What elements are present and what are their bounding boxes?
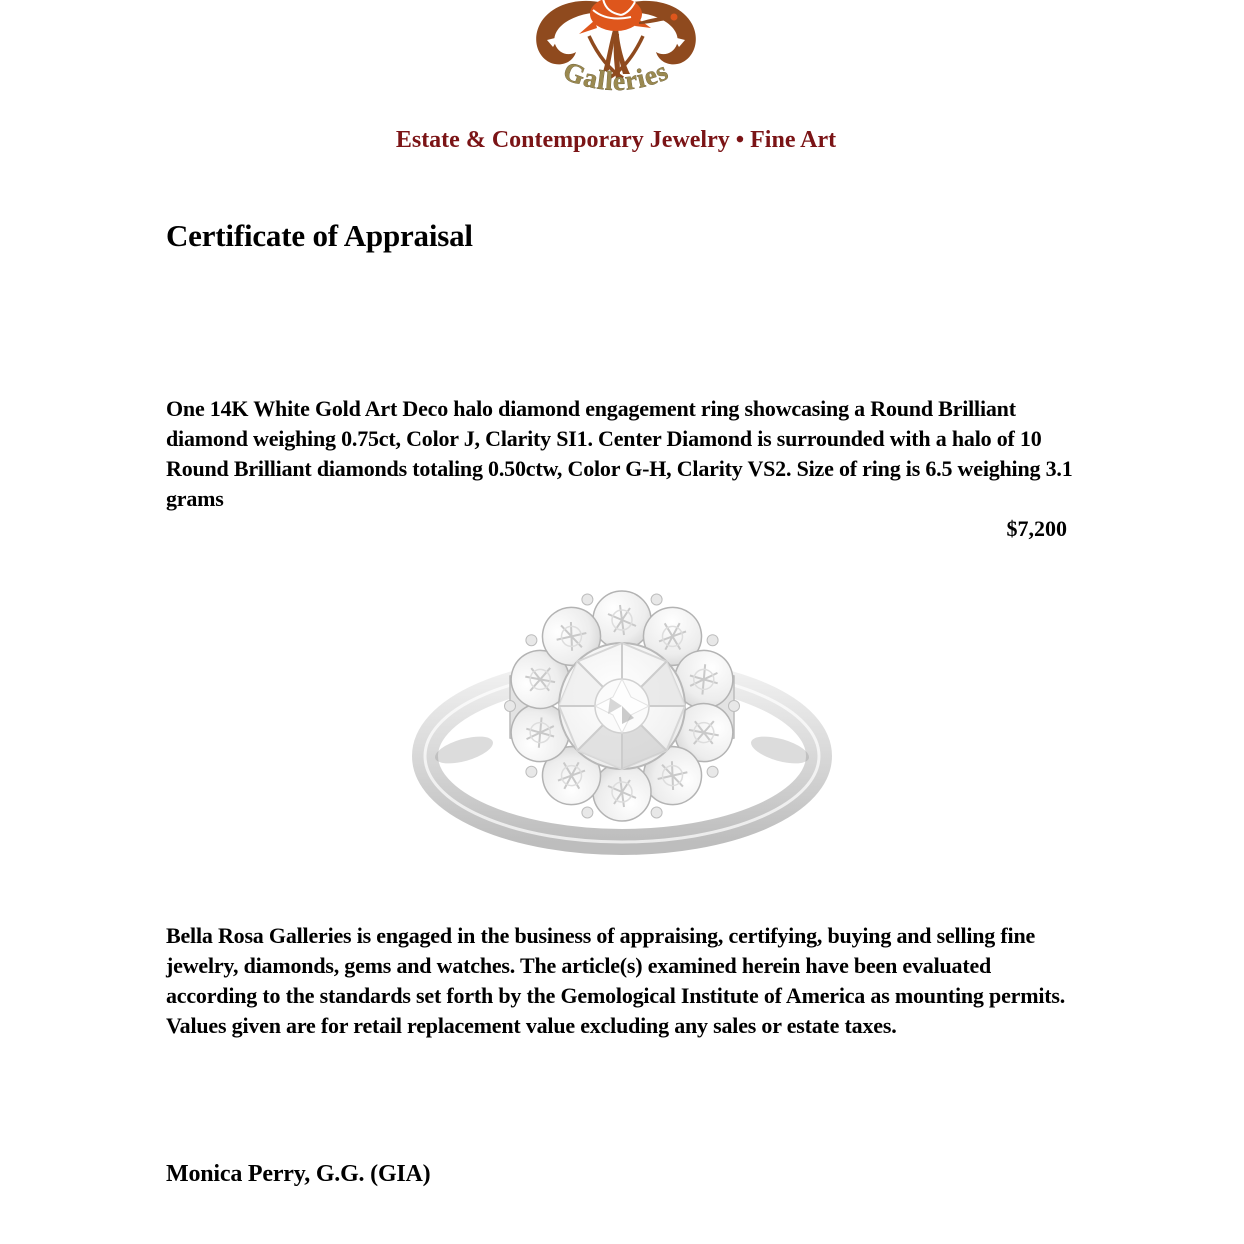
center-diamond xyxy=(559,643,685,769)
appraiser-signature: Monica Perry, G.G. (GIA) xyxy=(166,1161,431,1187)
ring-photo xyxy=(412,574,832,866)
ring-image xyxy=(412,574,832,866)
disclaimer-text: Bella Rosa Galleries is engaged in the business of appraising, certifying, buying and selling fine jewelry, diamonds, gems and watches. The article(s) examined herein have been evaluated according to the standards set forth by the Gemological Institute of America as mounting permits. Values given are for retail replacement value excluding any sales or estate taxes. xyxy=(166,923,1066,1038)
brand-tagline: Estate & Contemporary Jewelry • Fine Art xyxy=(395,127,837,153)
galleries-arc-text: Galleries xyxy=(559,55,673,97)
bella-rosa-logo xyxy=(531,0,701,112)
item-description: One 14K White Gold Art Deco halo diamond engagement ring showcasing a Round Brilliant diamond weighing 0.75ct, Color J, Clarity SI1. Center Diamond is surrounded with a halo of 10 Round Brilliant diamonds totaling 0.50ctw, Color G-H, Clarity VS2. Size of ring is 6.5 weighing 3.1 grams xyxy=(166,396,1073,511)
brand-header xyxy=(0,0,1232,112)
appraised-value: $7,200 xyxy=(1006,516,1067,541)
page-title: Certificate of Appraisal xyxy=(166,218,473,253)
